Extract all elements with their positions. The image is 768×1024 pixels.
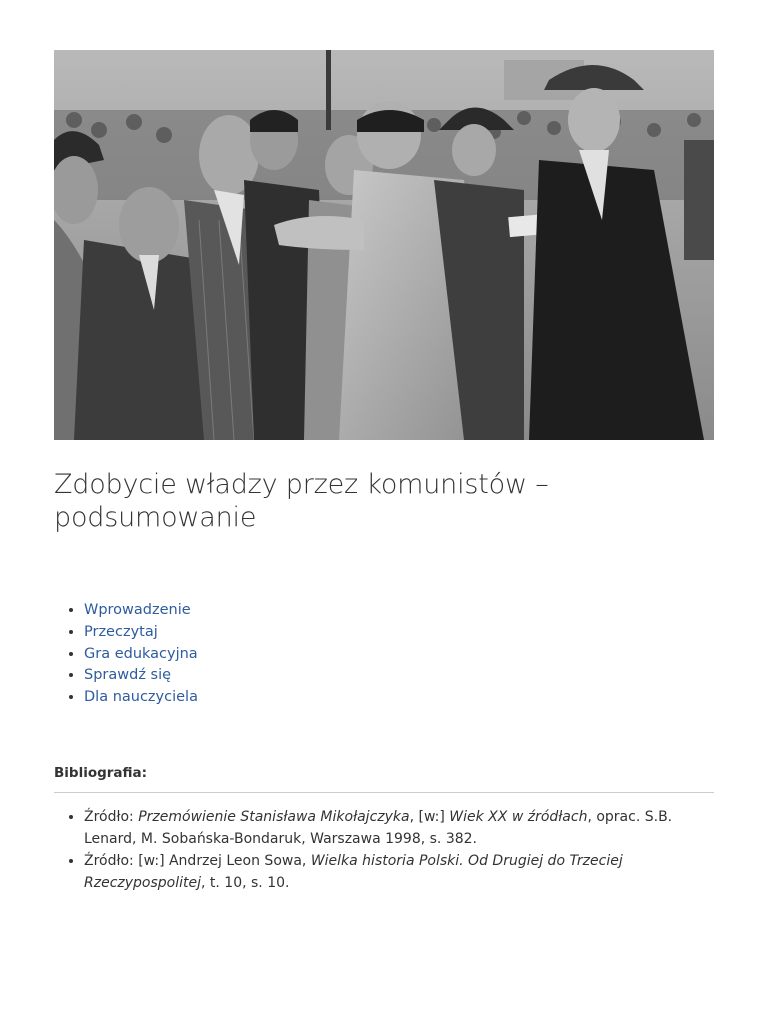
toc-item: [84, 600, 198, 622]
toc-link-dla-nauczyciela[interactable]: Dla nauczyciela: [84, 689, 198, 706]
toc-item: [84, 644, 198, 666]
bib-details: , t. 10, s. 10.: [201, 875, 290, 891]
bibliography-entry: [84, 806, 714, 850]
bib-work-title: Wielka historia Polski. Od Drugiej do Trzeciej Rzeczypospolitej: [84, 853, 623, 891]
bib-connector: , [w:]: [409, 809, 450, 825]
bibliography-entry: [84, 850, 714, 894]
toc-item: [84, 665, 198, 687]
table-of-contents: [66, 600, 198, 709]
bibliography-heading: Bibliografia:: [54, 765, 148, 781]
page-title: Zdobycie władzy przez komunistów – podsumowanie: [54, 469, 549, 533]
toc-link-sprawdz-sie[interactable]: Sprawdź się: [84, 667, 172, 684]
bib-prefix: Źródło: [w:] Andrzej Leon Sowa,: [84, 853, 311, 869]
bib-collection-title: Wiek XX w źródłach: [449, 809, 588, 825]
hero-photo: [54, 50, 714, 440]
bib-work-title: Przemówienie Stanisława Mikołajczyka: [138, 809, 410, 825]
bibliography-divider: [54, 792, 714, 793]
toc-item: [84, 687, 198, 709]
toc-link-wprowadzenie[interactable]: Wprowadzenie: [84, 602, 191, 618]
toc-link-gra-edukacyjna[interactable]: Gra edukacyjna: [84, 645, 198, 662]
bib-prefix: Źródło:: [84, 809, 139, 825]
toc-link-przeczytaj[interactable]: Przeczytaj: [84, 623, 158, 640]
bib-details: , oprac. S.B. Lenard, M. Sobańska-Bondaruk, Warszawa 1998, s. 382.: [84, 809, 673, 847]
hero-photo-illustration: [54, 50, 714, 440]
bibliography-list: [66, 806, 714, 894]
toc-item: [84, 622, 198, 644]
